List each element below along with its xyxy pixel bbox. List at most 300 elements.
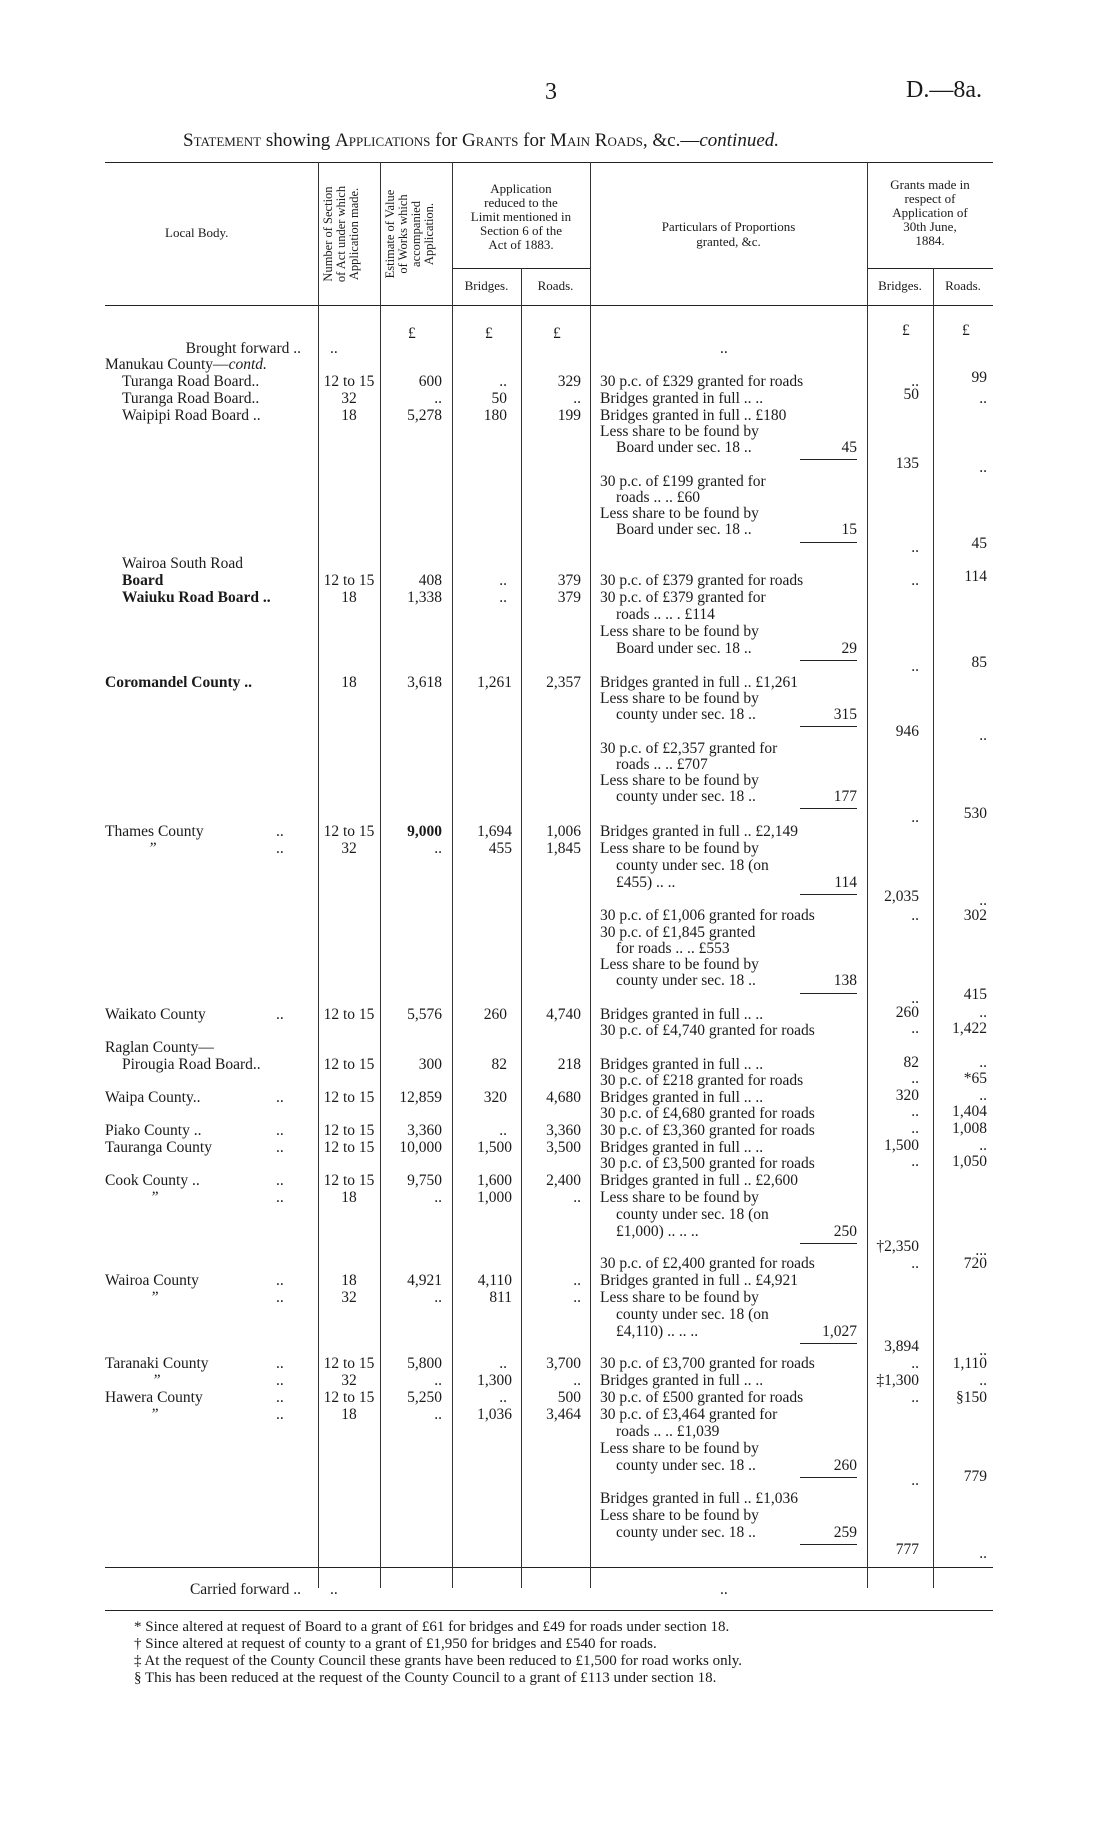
local-body-name: Waikato County [105, 1006, 206, 1023]
title-word: for [518, 130, 551, 151]
sum-rule [800, 660, 857, 661]
header-particulars [590, 219, 867, 249]
grant-roads: .. [979, 727, 987, 744]
grant-roads: 45 [971, 535, 987, 552]
brought-forward: Brought forward .. [185, 340, 301, 357]
section-number: 12 to 15 [323, 1355, 375, 1372]
estimate-value: .. [434, 1189, 442, 1206]
particulars: Bridges granted in full .. .. [600, 1056, 764, 1073]
section-number: 18 [341, 674, 357, 691]
particulars: £455) .. .. [616, 874, 676, 891]
dots: .. [276, 840, 284, 857]
table-bottom-rule [105, 1567, 993, 1568]
header-grants [867, 178, 993, 248]
section-number: 32 [341, 1372, 357, 1389]
app-bridges: 1,261 [477, 674, 512, 691]
header-line: Particulars of Proportions [661, 219, 796, 234]
title-word: , &c.— [642, 130, 700, 151]
particulars: 30 p.c. of £2,357 granted for [600, 740, 778, 757]
grant-bridges: .. [911, 1103, 919, 1120]
header-gr-bridges: Bridges. [878, 278, 922, 293]
particulars-value: 15 [841, 521, 857, 538]
estimate-value: 3,618 [407, 674, 442, 691]
app-roads: 3,464 [546, 1406, 581, 1423]
local-body-name: Piako County .. [105, 1122, 202, 1139]
app-bridges: 1,600 [477, 1172, 512, 1189]
app-roads: 329 [557, 373, 581, 390]
title-word: for [430, 130, 463, 151]
dots: .. [720, 1581, 728, 1598]
local-body-name: Wairoa South Road [122, 555, 244, 572]
estimate-value: 300 [418, 1056, 442, 1073]
app-roads: .. [573, 1289, 581, 1306]
particulars: county under sec. 18 .. [616, 788, 756, 805]
estimate-value: 600 [418, 373, 442, 390]
estimate-value: 5,250 [407, 1389, 442, 1406]
section-number: 18 [341, 589, 357, 606]
particulars: county under sec. 18 .. [616, 706, 756, 723]
col-divider [590, 162, 591, 1588]
grant-bridges: .. [911, 809, 919, 826]
app-roads: .. [573, 1189, 581, 1206]
local-body-name: Waiuku Road Board .. [122, 589, 271, 606]
particulars: 30 p.c. of £1,845 granted [600, 924, 756, 941]
app-bridges: 1,300 [477, 1372, 512, 1389]
grant-bridges: .. [911, 539, 919, 556]
app-bridges: 455 [488, 840, 512, 857]
particulars: 30 p.c. of £2,400 granted for roads [600, 1255, 815, 1272]
section-number: 12 to 15 [323, 823, 375, 840]
app-bridges: 260 [483, 1006, 507, 1023]
app-roads: 379 [557, 589, 581, 606]
table-final-rule [105, 1610, 993, 1611]
particulars: Board under sec. 18 .. [616, 439, 752, 456]
app-roads: 3,360 [546, 1122, 581, 1139]
dots: .. [276, 1006, 284, 1023]
footnote: § This has been reduced at the request of the County Council to a grant of £113 under section 18. [134, 1670, 717, 1686]
particulars-value: 29 [841, 640, 857, 657]
grant-bridges: .. [911, 572, 919, 589]
header-line: Application. [422, 202, 437, 266]
grant-roads: 1,050 [952, 1153, 987, 1170]
grant-bridges: 50 [903, 386, 919, 403]
grant-bridges: .. [911, 1472, 919, 1489]
particulars: for roads .. .. £553 [616, 940, 730, 957]
app-bridges: 180 [483, 407, 507, 424]
header-section [322, 166, 361, 302]
particulars: 30 p.c. of £329 granted for roads [600, 373, 804, 390]
app-bridges: 1,694 [477, 823, 512, 840]
particulars: Less share to be found by [600, 772, 759, 789]
local-body-name: Tauranga County [105, 1139, 212, 1156]
app-bridges: .. [499, 373, 507, 390]
section-number: 32 [341, 1289, 357, 1306]
particulars-value: 138 [833, 972, 857, 989]
section-number: 32 [341, 390, 357, 407]
particulars: roads .. .. . £114 [616, 606, 715, 623]
header-line: Section 6 of the [480, 223, 562, 238]
currency-sign: £ [962, 322, 970, 339]
currency-sign: £ [902, 322, 910, 339]
county-name: Manukau County— [105, 356, 229, 373]
estimate-value: .. [434, 1372, 442, 1389]
grant-roads: 302 [963, 907, 987, 924]
app-bridges: .. [499, 572, 507, 589]
particulars: 30 p.c. of £3,500 granted for roads [600, 1155, 815, 1172]
grant-bridges: .. [911, 1389, 919, 1406]
grant-roads: §150 [956, 1389, 987, 1406]
estimate-value: .. [434, 840, 442, 857]
section-number: 12 to 15 [323, 1139, 375, 1156]
app-bridges: .. [499, 1389, 507, 1406]
ditto-mark: ” [150, 1289, 159, 1306]
app-roads: .. [573, 1272, 581, 1289]
grant-bridges: .. [911, 1153, 919, 1170]
section-number: 12 to 15 [323, 1172, 375, 1189]
particulars-value: 250 [833, 1223, 857, 1240]
particulars: Bridges granted in full .. .. [600, 1089, 764, 1106]
section-number: 12 to 15 [323, 572, 375, 589]
particulars-value: 259 [833, 1524, 857, 1541]
header-estimate [384, 166, 437, 302]
county-heading: Raglan County— [105, 1039, 214, 1056]
header-line: of Act under which [334, 185, 349, 283]
particulars: 30 p.c. of £4,680 granted for roads [600, 1105, 815, 1122]
sum-rule [800, 726, 857, 727]
particulars: county under sec. 18 (on [616, 1306, 769, 1323]
grant-roads: 114 [964, 568, 987, 585]
header-app-roads: Roads. [537, 278, 574, 293]
local-body-name: Hawera County [105, 1389, 203, 1406]
ditto-mark: ” [150, 1406, 159, 1423]
particulars: Bridges granted in full .. £1,261 [600, 674, 799, 691]
particulars: £1,000) .. .. .. [616, 1223, 699, 1240]
section-number: 12 to 15 [323, 373, 375, 390]
section-number: 12 to 15 [323, 1389, 375, 1406]
dots: .. [276, 1122, 284, 1139]
particulars: 30 p.c. of £379 granted for roads [600, 572, 804, 589]
particulars: Bridges granted in full .. £180 [600, 407, 787, 424]
ditto-mark: ” [148, 840, 157, 857]
grant-roads: 1,008 [952, 1120, 987, 1137]
section-number: 32 [341, 840, 357, 857]
dots: .. [276, 1289, 284, 1306]
app-roads: 379 [557, 572, 581, 589]
grant-bridges: .. [911, 1255, 919, 1272]
footnote: † Since altered at request of county to a grant of £1,950 for bridges and £540 for roads. [134, 1636, 657, 1652]
particulars: Bridges granted in full .. £4,921 [600, 1272, 799, 1289]
particulars: Less share to be found by [600, 505, 759, 522]
particulars: Less share to be found by [600, 1507, 759, 1524]
grant-bridges: 777 [895, 1541, 919, 1558]
app-roads: 4,680 [546, 1089, 581, 1106]
header-local-body: Local Body. [165, 225, 229, 240]
section-number: 12 to 15 [323, 1006, 375, 1023]
carried-forward: Carried forward .. [189, 1581, 301, 1598]
section-number: 12 to 15 [323, 1122, 375, 1139]
particulars: Less share to be found by [600, 1289, 759, 1306]
particulars: Bridges granted in full .. £1,036 [600, 1490, 799, 1507]
grant-roads: 1,404 [952, 1103, 987, 1120]
title-word: Statement [183, 130, 262, 151]
grant-bridges: .. [911, 990, 919, 1007]
header-bottom-rule [105, 305, 993, 306]
particulars: 30 p.c. of £199 granted for [600, 473, 766, 490]
currency-sign: £ [485, 325, 493, 342]
grant-bridges: 135 [895, 455, 919, 472]
section-number: 12 to 15 [323, 1089, 375, 1106]
grant-bridges: .. [911, 1070, 919, 1087]
sum-rule [800, 1477, 857, 1478]
local-body-name: Waipipi Road Board .. [122, 407, 261, 424]
dots: .. [330, 340, 338, 357]
grant-roads: 1,422 [952, 1020, 987, 1037]
particulars: county under sec. 18 .. [616, 1524, 756, 1541]
local-body-name: Turanga Road Board.. [122, 373, 260, 390]
app-bridges: 811 [489, 1289, 512, 1306]
particulars: 30 p.c. of £3,360 granted for roads [600, 1122, 815, 1139]
dots: .. [276, 823, 284, 840]
estimate-value: 4,921 [407, 1272, 442, 1289]
app-roads: 2,400 [546, 1172, 581, 1189]
currency-sign: £ [553, 325, 561, 342]
section-number: 18 [341, 1189, 357, 1206]
app-bridges: 1,500 [477, 1139, 512, 1156]
grant-roads: .. [979, 1342, 987, 1359]
header-line: of Works which [396, 194, 411, 274]
dots: .. [276, 1389, 284, 1406]
grant-bridges: .. [911, 907, 919, 924]
particulars: 30 p.c. of £500 granted for roads [600, 1389, 804, 1406]
dots: .. [276, 1355, 284, 1372]
section-number: 18 [341, 1406, 357, 1423]
header-line: accompanied [409, 201, 424, 267]
local-body-name: Thames County [105, 823, 204, 840]
grant-roads: .. [979, 1054, 987, 1071]
estimate-value: 1,338 [407, 589, 442, 606]
sum-rule [800, 542, 857, 543]
county-heading [105, 357, 267, 373]
particulars: 30 p.c. of £3,464 granted for [600, 1406, 778, 1423]
particulars: county under sec. 18 (on [616, 857, 769, 874]
app-roads: 1,006 [546, 823, 581, 840]
estimate-value: 9,750 [407, 1172, 442, 1189]
title-word: showing [261, 130, 336, 151]
dots: .. [276, 1272, 284, 1289]
app-bridges: 1,000 [477, 1189, 512, 1206]
app-bridges: 320 [483, 1089, 507, 1106]
dots: .. [276, 1139, 284, 1156]
currency-sign: £ [408, 325, 416, 342]
grant-bridges: †2,350 [876, 1238, 919, 1255]
dots: .. [276, 1406, 284, 1423]
ditto-mark: ” [150, 1189, 159, 1206]
particulars: Bridges granted in full .. £2,600 [600, 1172, 799, 1189]
particulars: 30 p.c. of £4,740 granted for roads [600, 1022, 815, 1039]
grant-roads: 415 [963, 986, 987, 1003]
grant-bridges: 260 [895, 1004, 919, 1021]
grant-roads: .. [979, 459, 987, 476]
particulars: Less share to be found by [600, 840, 759, 857]
particulars: Bridges granted in full .. .. [600, 390, 764, 407]
local-body-name: Taranaki County [105, 1355, 209, 1372]
grant-bridges: 2,035 [884, 888, 919, 905]
grants-subheader-rule [867, 268, 993, 269]
particulars: Less share to be found by [600, 1189, 759, 1206]
grant-bridges: 3,894 [884, 1338, 919, 1355]
contd: contd. [228, 356, 267, 373]
title-word: Main Roads [550, 130, 643, 151]
grant-roads: *65 [963, 1070, 987, 1087]
grant-bridges: .. [911, 1020, 919, 1037]
table-top-rule [105, 162, 993, 163]
grant-roads: .. [979, 1004, 987, 1021]
estimate-value: 3,360 [407, 1122, 442, 1139]
section-number: 18 [341, 407, 357, 424]
statement-title [183, 131, 779, 150]
grant-roads: 530 [963, 805, 987, 822]
sum-rule [800, 808, 857, 809]
sum-rule [800, 1544, 857, 1545]
header-line: Estimate of Value [383, 189, 397, 279]
app-roads: .. [573, 390, 581, 407]
dots: .. [276, 1189, 284, 1206]
estimate-value: .. [434, 390, 442, 407]
header-line: reduced to the [484, 195, 558, 210]
particulars: Board under sec. 18 .. [616, 521, 752, 538]
header-application [452, 182, 590, 252]
particulars: Less share to be found by [600, 956, 759, 973]
sum-rule [800, 1343, 857, 1344]
grant-bridges: 1,500 [884, 1137, 919, 1154]
grant-bridges: .. [911, 658, 919, 675]
estimate-value: .. [434, 1289, 442, 1306]
title-word: Applications [335, 130, 431, 151]
footnote: ‡ At the request of the County Council these grants have been reduced to £1,500 for road works only. [134, 1653, 743, 1669]
particulars: roads .. .. £60 [616, 489, 700, 506]
sum-rule [800, 459, 857, 460]
grant-bridges: .. [911, 1120, 919, 1137]
particulars-value: 315 [833, 706, 857, 723]
particulars: Less share to be found by [600, 690, 759, 707]
local-body-name: Board [122, 572, 164, 589]
header-line: Application made. [347, 187, 362, 281]
particulars: Bridges granted in full .. .. [600, 1372, 764, 1389]
dots: .. [276, 1372, 284, 1389]
app-roads: 4,740 [546, 1006, 581, 1023]
grant-roads: 720 [963, 1255, 987, 1272]
local-body-name: Cook County .. [105, 1172, 200, 1189]
app-roads: 2,357 [546, 674, 581, 691]
grant-bridges: 320 [895, 1087, 919, 1104]
dots: .. [276, 1172, 284, 1189]
particulars: Board under sec. 18 .. [616, 640, 752, 657]
estimate-value: 12,859 [399, 1089, 442, 1106]
footnote: * Since altered at request of Board to a grant of £61 for bridges and £49 for roads under section 18. [134, 1619, 730, 1635]
particulars-value: 177 [833, 788, 857, 805]
section-number: 18 [341, 1272, 357, 1289]
dots: .. [330, 1581, 338, 1598]
header-gr-roads: Roads. [945, 278, 981, 293]
grant-bridges: .. [911, 1355, 919, 1372]
estimate-value: .. [434, 1406, 442, 1423]
grant-roads: .. [979, 1545, 987, 1562]
grant-roads: ... [975, 1242, 987, 1259]
section-number: 12 to 15 [323, 1056, 375, 1073]
app-roads: 3,500 [546, 1139, 581, 1156]
particulars: Bridges granted in full .. .. [600, 1006, 764, 1023]
particulars: county under sec. 18 (on [616, 1206, 769, 1223]
particulars: 30 p.c. of £3,700 granted for roads [600, 1355, 815, 1372]
app-roads: 199 [557, 407, 581, 424]
header-app-bridges: Bridges. [464, 278, 509, 293]
estimate-value: 408 [418, 572, 442, 589]
header-line: 1884. [915, 233, 945, 248]
particulars: Bridges granted in full .. £2,149 [600, 823, 799, 840]
header-line: Act of 1883. [488, 237, 554, 252]
particulars: Less share to be found by [600, 1440, 759, 1457]
particulars: 30 p.c. of £379 granted for [600, 589, 766, 606]
header-line: 30th June, [903, 219, 957, 234]
particulars-value: 45 [841, 439, 857, 456]
particulars: 30 p.c. of £218 granted for roads [600, 1072, 804, 1089]
grant-roads: 99 [971, 369, 987, 386]
header-line: Application [490, 181, 552, 196]
app-roads: .. [573, 1372, 581, 1389]
header-line: Grants made in [890, 177, 970, 192]
estimate-value: 5,800 [407, 1355, 442, 1372]
sum-rule [800, 993, 857, 994]
grant-bridges: 946 [895, 723, 919, 740]
ditto-mark: ” [152, 1372, 161, 1389]
app-bridges: .. [499, 1355, 507, 1372]
particulars: Bridges granted in full .. .. [600, 1139, 764, 1156]
app-roads: 500 [557, 1389, 581, 1406]
grant-roads: .. [979, 1137, 987, 1154]
app-bridges: .. [499, 589, 507, 606]
particulars-value: 260 [833, 1457, 857, 1474]
app-roads: 3,700 [546, 1355, 581, 1372]
grant-roads: 85 [971, 654, 987, 671]
header-line: respect of [904, 191, 956, 206]
sum-rule [800, 1243, 857, 1244]
header-line: Number of Section [321, 186, 335, 282]
dots: .. [276, 1089, 284, 1106]
particulars: roads .. .. £1,039 [616, 1423, 720, 1440]
particulars: Less share to be found by [600, 623, 759, 640]
local-body-name: Waipa County.. [105, 1089, 201, 1106]
particulars: £4,110) .. .. .. [616, 1323, 699, 1340]
header-line: Application of [892, 205, 968, 220]
grant-bridges: .. [911, 373, 919, 390]
app-bridges: .. [499, 1122, 507, 1139]
app-bridges: 50 [491, 390, 507, 407]
particulars: Less share to be found by [600, 423, 759, 440]
header-line: granted, &c. [696, 234, 761, 249]
particulars-value: 1,027 [822, 1323, 857, 1340]
estimate-value: 5,278 [407, 407, 442, 424]
app-bridges: 4,110 [477, 1272, 512, 1289]
grant-roads: .. [979, 390, 987, 407]
app-roads: 1,845 [546, 840, 581, 857]
grant-roads: .. [979, 1372, 987, 1389]
particulars: county under sec. 18 .. [616, 1457, 756, 1474]
local-body-name: Wairoa County [105, 1272, 199, 1289]
estimate-value: 5,576 [407, 1006, 442, 1023]
particulars: 30 p.c. of £1,006 granted for roads [600, 907, 815, 924]
app-bridges: 82 [491, 1056, 507, 1073]
header-line: Limit mentioned in [470, 209, 572, 224]
